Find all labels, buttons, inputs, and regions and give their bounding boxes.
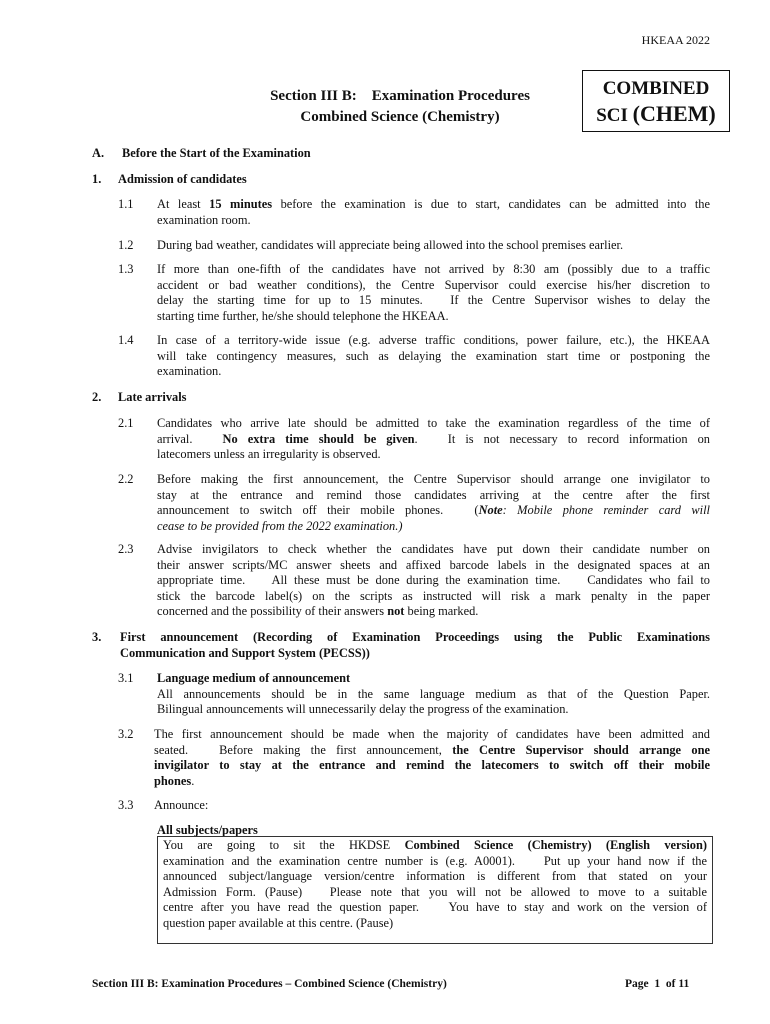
item-1-1-text: At least 15 minutes before the examination is due to start, candidates can be admitted into the examination room. xyxy=(157,197,710,227)
item-3-2-text: The first announcement should be made when the majority of candidates have been admitted and seated. Before making the first announcement, the Centre Supervisor should arrange one invigilator to stay at the entrance and remind the latecomers to switch off their mobile phones. xyxy=(154,727,710,788)
section-a-title: Before the Start of the Examination xyxy=(122,146,311,160)
footer-section: Section III B: Examination Procedures – Combined Science (Chemistry) xyxy=(92,978,447,990)
section-3-title: First announcement (Recording of Examination Proceedings using the Public Examinations Communication and Support System (PECSS)) xyxy=(120,630,710,660)
item-1-2-num: 1.2 xyxy=(118,238,134,252)
footer-page-number: Page 1 of 11 xyxy=(625,978,690,990)
section-3-num: 3. xyxy=(92,630,102,644)
item-3-3-num: 3.3 xyxy=(118,798,134,812)
title-line-2: Combined Science (Chemistry) xyxy=(300,109,500,125)
item-2-3-text: Advise invigilators to check whether the candidates have put down their candidate number on their answer scripts/MC answer sheets and affixed barcode labels in the designated spaces at an appropriate time. All these must be done during the examination time. Candidates who fail to stick the barcode label(s) on the scripts as instructed will risk a mark penalty in the paper concerned and the possibility of their answers not being marked. xyxy=(157,542,710,619)
subject-badge xyxy=(582,70,730,132)
item-1-4-text: In case of a territory-wide issue (e.g. adverse traffic conditions, power failure, etc.), the HKEAA will take contingency measures, such as delaying the examination start time or postponing the examination. xyxy=(157,333,710,379)
item-3-3-text: Announce: xyxy=(154,798,209,812)
item-1-1-num: 1.1 xyxy=(118,197,134,211)
item-1-3-num: 1.3 xyxy=(118,262,134,276)
item-2-2-num: 2.2 xyxy=(118,472,134,486)
item-1-2-text: During bad weather, candidates will appreciate being allowed into the school premises earlier. xyxy=(157,238,624,252)
item-3-1-text: Language medium of announcement All announcements should be in the same language medium as that of the Question Paper. Bilingual announcements will unnecessarily delay the progress of the examination. xyxy=(157,671,710,717)
item-2-3-num: 2.3 xyxy=(118,542,134,556)
title-line-1: Section III B: Examination Procedures xyxy=(270,88,530,104)
item-2-2-text: Before making the first announcement, the Centre Supervisor should arrange one invigilator to stay at the entrance and remind those candidates arriving at the centre after the first announcement to switch off their mobile phones. (Note: Mobile phone reminder card will cease to be provided from the 2022 examination.) xyxy=(157,472,710,533)
section-1-num: 1. xyxy=(92,172,102,186)
badge-line-2 xyxy=(583,101,729,128)
item-3-2-num: 3.2 xyxy=(118,727,134,741)
item-1-3-text: If more than one-fifth of the candidates have not arrived by 8:30 am (possibly due to a traffic accident or bad weather conditions), the Centre Supervisor could exercise his/her discretion to delay the starting time for up to 15 minutes. If the Centre Supervisor wishes to delay the starting time further, he/she should telephone the HKEAA. xyxy=(157,262,710,323)
badge-chem: (CHEM) xyxy=(632,101,716,126)
section-a-label: A. xyxy=(92,146,105,160)
badge-line-1: COMBINED xyxy=(602,78,710,99)
announcement-heading: All subjects/papers xyxy=(157,823,258,837)
announcement-text: You are going to sit the HKDSE Combined Science (Chemistry) (English version) examination and the examination centre number is (e.g. A0001). Put up your hand now if the announced subject/language version/centre information is different from that stated on your Admission Form. (Pause) Please note that you will not be allowed to move to a suitable centre after you have read the question paper. You have to stay and work on the version of question paper available at this centre. (Pause) xyxy=(163,838,707,930)
section-1-title: Admission of candidates xyxy=(118,172,247,186)
section-2-num: 2. xyxy=(92,390,102,404)
header-tag: HKEAA 2022 xyxy=(641,33,710,47)
section-2-title: Late arrivals xyxy=(118,390,187,404)
item-2-1-num: 2.1 xyxy=(118,416,134,430)
item-1-4-num: 1.4 xyxy=(118,333,134,347)
page-title xyxy=(200,86,600,128)
item-3-1-num: 3.1 xyxy=(118,671,134,685)
item-2-1-text: Candidates who arrive late should be admitted to take the examination regardless of the time of arrival. No extra time should be given. It is not necessary to record information on latecomers unless an irregularity is observed. xyxy=(157,416,710,462)
badge-sci: SCI xyxy=(596,105,633,126)
